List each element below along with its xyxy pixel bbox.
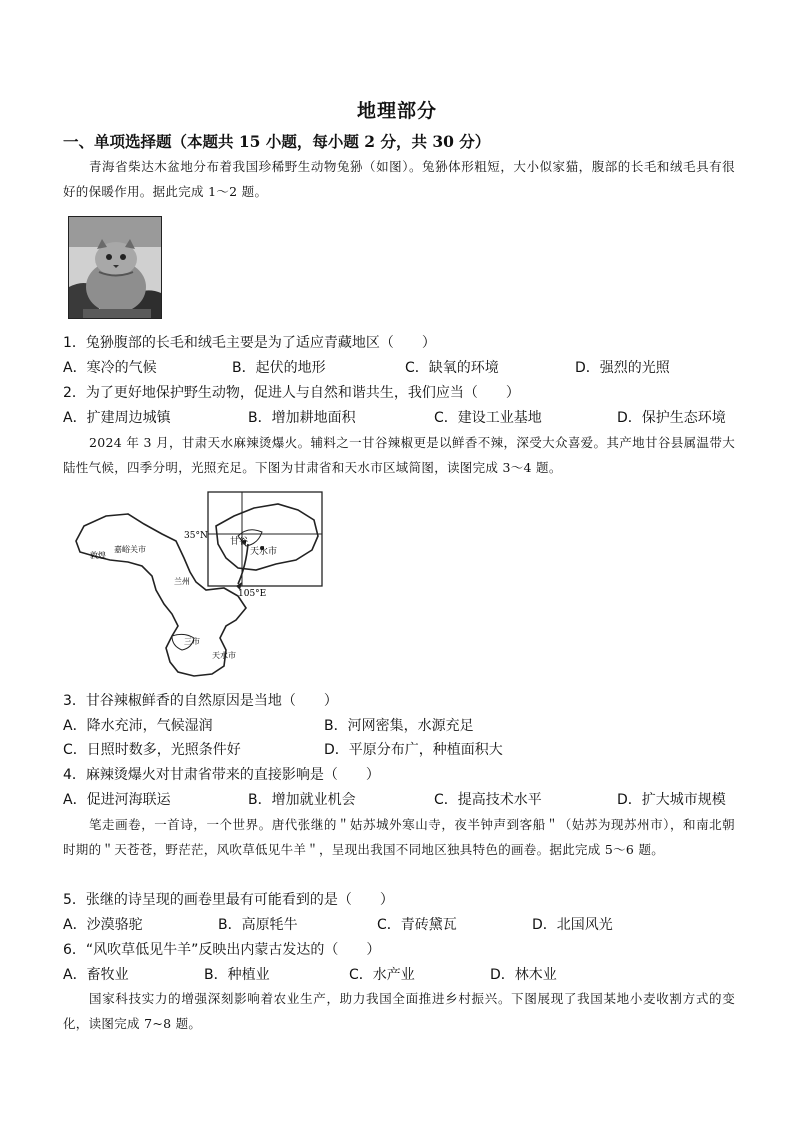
q1-option-d[interactable]: D．强烈的光照 bbox=[575, 360, 670, 376]
question-2-options bbox=[63, 407, 743, 427]
q2-option-b[interactable]: B．增加耕地面积 bbox=[248, 410, 356, 426]
label-sanqu: 三市 bbox=[184, 637, 200, 646]
intro-paragraph-4: 国家科技实力的增强深刻影响着农业生产，助力我国全面推进乡村振兴。下图展现了我国某地小麦收割方式的变化，读图完成 7~8 题。 bbox=[63, 991, 735, 1031]
question-4-options bbox=[63, 789, 743, 809]
question-1-options bbox=[63, 357, 743, 377]
q5-option-c[interactable]: C．青砖黛瓦 bbox=[377, 917, 457, 933]
q5-option-d[interactable]: D．北国风光 bbox=[532, 917, 613, 933]
question-1: 1．兔狲腹部的长毛和绒毛主要是为了适应青藏地区（ ） bbox=[63, 335, 436, 351]
q4-option-a[interactable]: A．促进河海联运 bbox=[63, 792, 171, 808]
q6-option-a[interactable]: A．畜牧业 bbox=[63, 967, 129, 983]
question-3: 3．甘谷辣椒鲜香的自然原因是当地（ ） bbox=[63, 693, 338, 709]
q2-option-c[interactable]: C．建设工业基地 bbox=[434, 410, 542, 426]
intro-paragraph-2: 2024 年 3 月，甘肃天水麻辣烫爆火。辅料之一甘谷辣椒更是以鲜香不辣，深受大众喜爱。其产地甘谷县属温带大陆性气候，四季分明，光照充足。下图为甘肃省和天水市区域简图，读图完成 3～4 题。 bbox=[63, 435, 735, 475]
question-5-options bbox=[63, 914, 743, 934]
pallas-cat-photo bbox=[68, 216, 162, 319]
q2-option-d[interactable]: D．保护生态环境 bbox=[617, 410, 726, 426]
question-6-options bbox=[63, 964, 743, 984]
q3-option-c[interactable]: C．日照时数多，光照条件好 bbox=[63, 742, 241, 758]
label-dunhuang: 敦煌 bbox=[90, 551, 106, 560]
intro-paragraph-1: 青海省柴达木盆地分布着我国珍稀野生动物兔狲（如图）。兔狲体形粗短，大小似家猫，腹部的长毛和绒毛具有很好的保暖作用。据此完成 1～2 题。 bbox=[63, 159, 735, 199]
q3-option-b[interactable]: B．河网密集，水源充足 bbox=[324, 718, 474, 734]
label-gangu: 甘谷 bbox=[230, 537, 249, 547]
label-longitude: 105°E bbox=[238, 589, 267, 599]
q2-option-a[interactable]: A．扩建周边城镇 bbox=[63, 410, 171, 426]
question-5: 5．张继的诗呈现的画卷里最有可能看到的是（ ） bbox=[63, 892, 394, 908]
gansu-tianshui-map bbox=[66, 486, 336, 682]
section-heading: 一、单项选择题（本题共 15 小题，每小题 2 分，共 30 分） bbox=[63, 132, 491, 151]
q3-option-d[interactable]: D．平原分布广，种植面积大 bbox=[324, 742, 503, 758]
q6-option-c[interactable]: C．水产业 bbox=[349, 967, 415, 983]
label-latitude: 35°N bbox=[184, 531, 208, 541]
label-jiayuguan: 嘉峪关市 bbox=[114, 545, 146, 554]
question-3-options-row2 bbox=[63, 739, 743, 759]
pallas-cat-image bbox=[69, 217, 161, 318]
question-6: 6．“风吹草低见牛羊”反映出内蒙古发达的（ ） bbox=[63, 942, 381, 958]
q4-option-d[interactable]: D．扩大城市规模 bbox=[617, 792, 726, 808]
q6-option-b[interactable]: B．种植业 bbox=[204, 967, 270, 983]
map-svg bbox=[66, 486, 336, 682]
question-4: 4．麻辣烫爆火对甘肃省带来的直接影响是（ ） bbox=[63, 767, 380, 783]
q5-option-b[interactable]: B．高原牦牛 bbox=[218, 917, 298, 933]
q1-option-a[interactable]: A．寒冷的气候 bbox=[63, 360, 157, 376]
q4-option-b[interactable]: B．增加就业机会 bbox=[248, 792, 356, 808]
question-2: 2．为了更好地保护野生动物，促进人与自然和谐共生，我们应当（ ） bbox=[63, 385, 520, 401]
label-lanzhou: 兰州 bbox=[174, 577, 190, 586]
question-3-options bbox=[63, 715, 743, 735]
q4-option-c[interactable]: C．提高技术水平 bbox=[434, 792, 542, 808]
intro-paragraph-3: 笔走画卷，一首诗，一个世界。唐代张继的＂姑苏城外寒山寺，夜半钟声到客船＂（姑苏为现苏州市），和南北朝时期的＂天苍苍，野茫茫，风吹草低见牛羊＂，呈现出我国不同地区独具特色的画卷。据此完成 5～6 题。 bbox=[63, 817, 735, 857]
q1-option-b[interactable]: B．起伏的地形 bbox=[232, 360, 326, 376]
q5-option-a[interactable]: A．沙漠骆驼 bbox=[63, 917, 143, 933]
page-title: 地理部分 bbox=[356, 100, 437, 122]
label-tianshui-city: 天水市 bbox=[250, 547, 278, 557]
q3-option-a[interactable]: A．降水充沛，气候湿润 bbox=[63, 718, 213, 734]
q6-option-d[interactable]: D．林木业 bbox=[490, 967, 557, 983]
label-tianshui-small: 天水市 bbox=[212, 651, 236, 660]
q1-option-c[interactable]: C．缺氧的环境 bbox=[405, 360, 499, 376]
